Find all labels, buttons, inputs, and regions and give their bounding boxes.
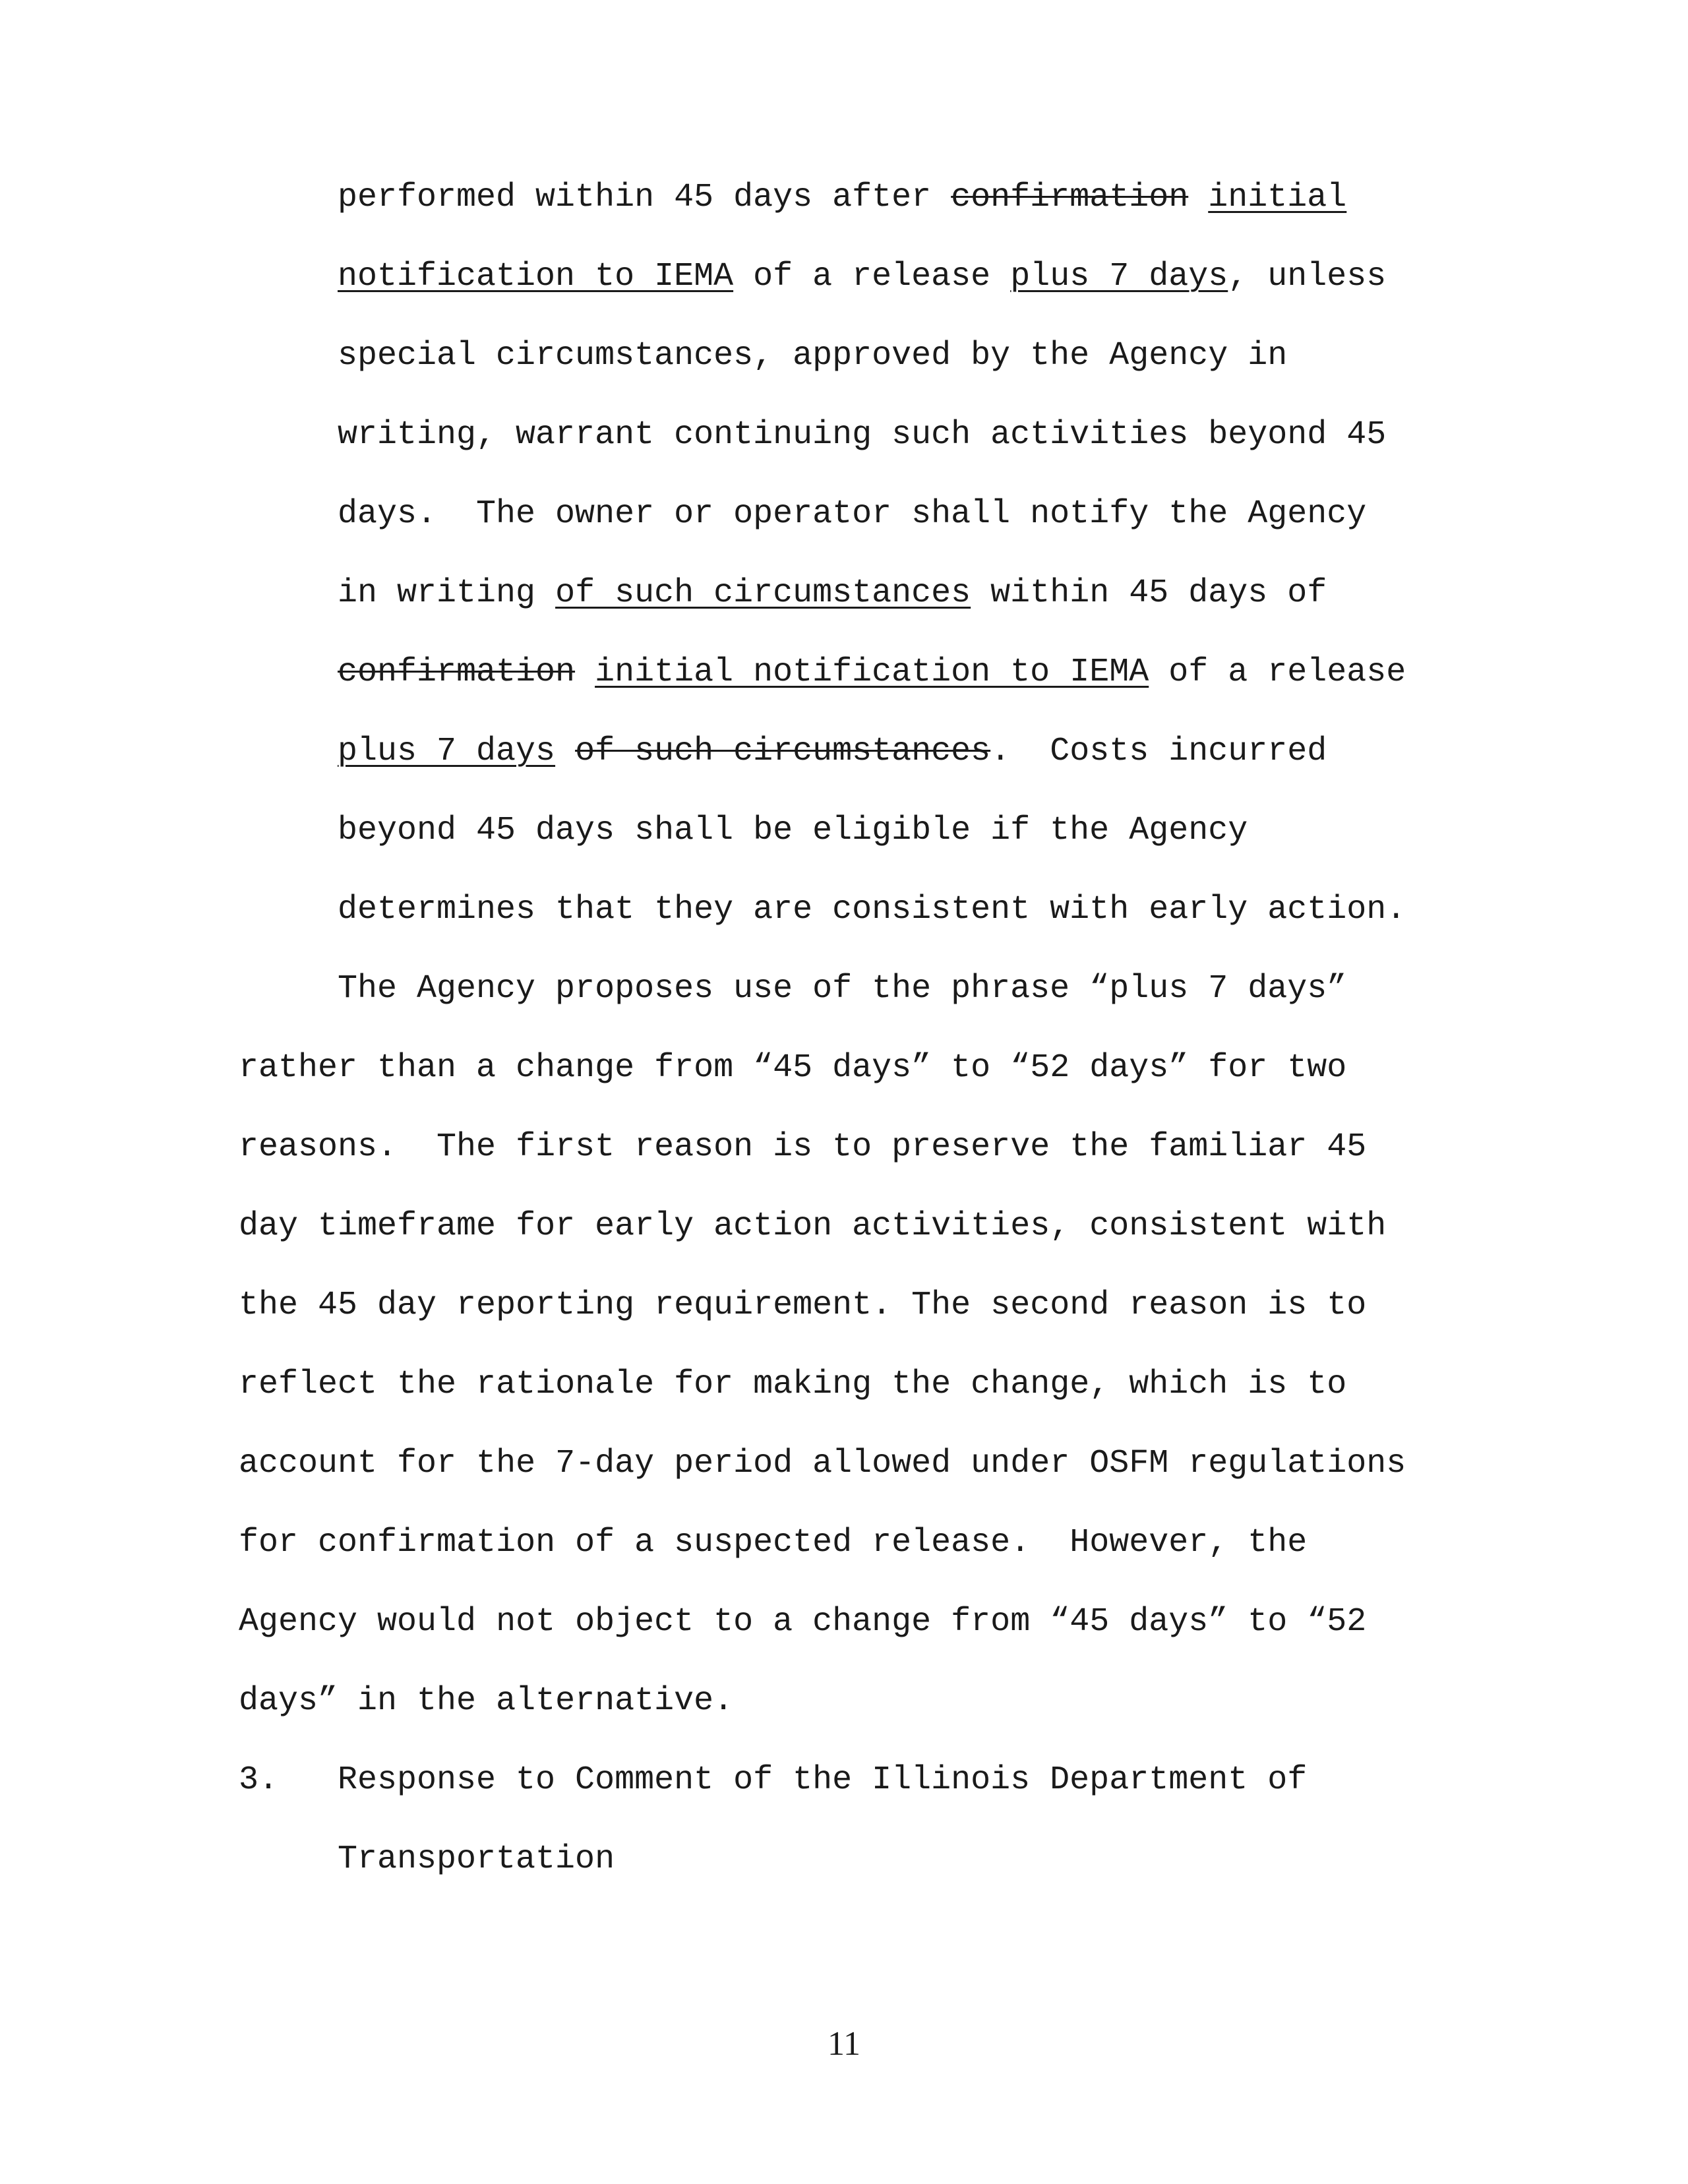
rule-line-8 (338, 732, 1327, 772)
discussion-line-5: the 45 day reporting requirement. The second reason is to (239, 1287, 1367, 1324)
discussion-line-9: Agency would not object to a change from “45 days” to “52 (239, 1603, 1367, 1641)
struck-text: confirmation (338, 653, 576, 691)
rule-line-6 (338, 574, 1327, 613)
rule-line-7 (338, 653, 1406, 692)
rule-line-9: beyond 45 days shall be eligible if the Agency (338, 812, 1248, 849)
page-number: 11 (827, 2025, 861, 2063)
discussion-line-1: The Agency proposes use of the phrase “plus 7 days” (338, 970, 1347, 1008)
rule-line-5: days. The owner or operator shall notify the Agency (338, 495, 1367, 533)
rule-line-4: writing, warrant continuing such activities beyond 45 (338, 416, 1387, 454)
text-run: in writing (338, 574, 556, 612)
rule-line-10: determines that they are consistent with early action. (338, 891, 1406, 928)
inserted-text: initial notification to IEMA (595, 653, 1149, 691)
discussion-line-6: reflect the rationale for making the change, which is to (239, 1366, 1347, 1403)
text-run (555, 733, 575, 770)
discussion-line-4: day timeframe for early action activities, consistent with (239, 1207, 1387, 1245)
text-run: performed within 45 days after (338, 179, 951, 216)
text-run (575, 653, 595, 691)
inserted-text: plus 7 days (338, 733, 556, 770)
inserted-text: notification to IEMA (338, 258, 734, 295)
struck-text: confirmation (951, 179, 1189, 216)
rule-line-2 (338, 257, 1386, 297)
text-run: , unless (1228, 258, 1387, 295)
discussion-line-10: days” in the alternative. (239, 1682, 734, 1720)
discussion-line-8: for confirmation of a suspected release. However, the (239, 1524, 1308, 1562)
text-run: . Costs incurred (990, 733, 1327, 770)
rule-line-1 (338, 178, 1346, 218)
text-run: of a release (1149, 653, 1406, 691)
discussion-line-2: rather than a change from “45 days” to “52 days” for two (239, 1049, 1347, 1087)
section-number: 3. (239, 1761, 279, 1799)
inserted-text: initial (1208, 179, 1347, 216)
text-run: within 45 days of (971, 574, 1327, 612)
section-heading-line-1: Response to Comment of the Illinois Department of (338, 1761, 1308, 1799)
inserted-text: plus 7 days (1010, 258, 1228, 295)
section-heading-line-2: Transportation (338, 1840, 615, 1878)
discussion-line-3: reasons. The first reason is to preserve the familiar 45 (239, 1128, 1367, 1166)
discussion-line-7: account for the 7-day period allowed under OSFM regulations (239, 1445, 1406, 1482)
text-run: of a release (733, 258, 1011, 295)
struck-text: of such circumstances (575, 733, 991, 770)
rule-line-3: special circumstances, approved by the Agency in (338, 337, 1288, 375)
inserted-text: of such circumstances (555, 574, 971, 612)
text-run (1188, 179, 1208, 216)
